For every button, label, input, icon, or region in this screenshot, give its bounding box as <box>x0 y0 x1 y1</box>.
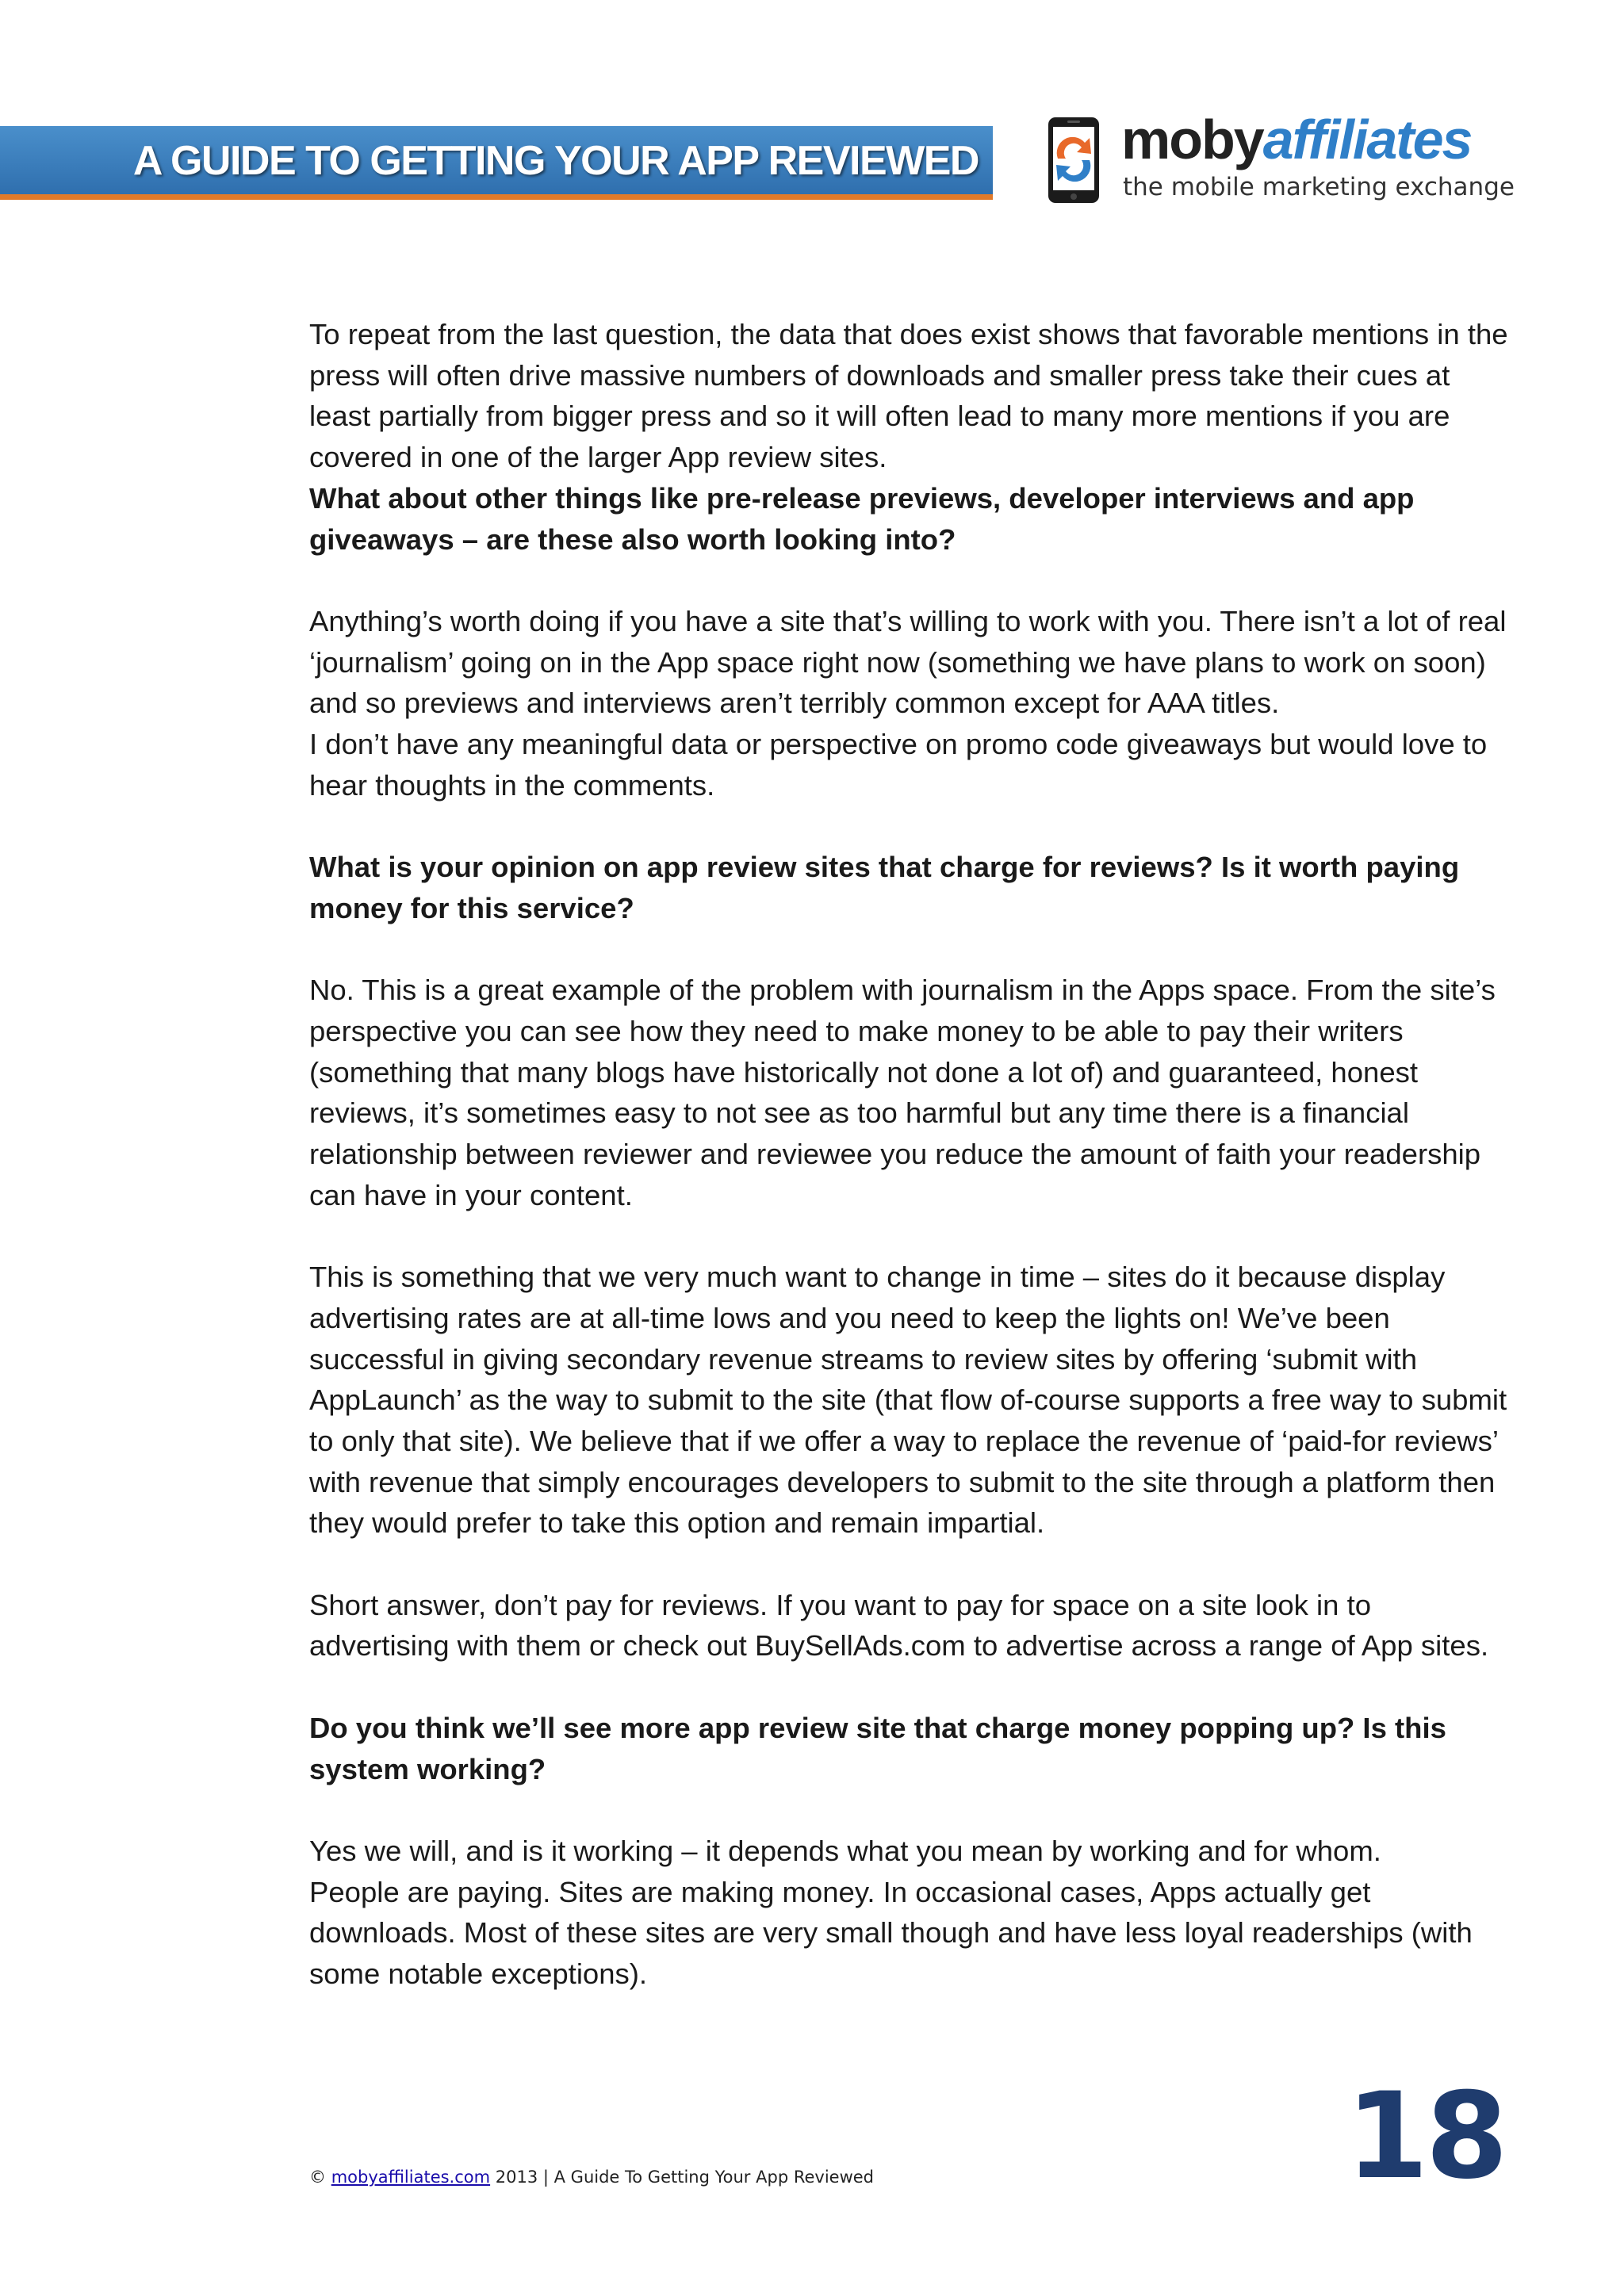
page-number: 18 <box>1346 2068 1505 2206</box>
paragraph: Anything’s worth doing if you have a site that’s willing to work with you. There isn’t a lot of real ‘journalism’ going on in the App space right now (something we have plans to work on soon) and so previews and interviews aren’t terribly common except for AAA titles. <box>309 604 1507 720</box>
page-body <box>309 314 1519 1995</box>
paragraph: I don’t have any meaningful data or perspective on promo code giveaways but would love to hear thoughts in the comments. <box>309 728 1488 802</box>
paragraph: Yes we will, and is it working – it depends what you mean by working and for whom. <box>309 1834 1381 1867</box>
question-heading: Do you think we’ll see more app review site that charge money popping up? Is this system working? <box>309 1711 1446 1785</box>
paragraph: No. This is a great example of the problem with journalism in the Apps space. From the site’s perspective you can see how they need to make money to be able to pay their writers (something that many blogs have historically not done a lot of) and guaranteed, honest reviews, it’s sometimes easy to not see as too harmful but any time there is a financial relationship between reviewer and reviewee you reduce the amount of faith your readership can have in your content. <box>309 974 1496 1211</box>
paragraph: To repeat from the last question, the data that does exist shows that favorable mentions in the press will often drive massive numbers of downloads and smaller press take their cues at least partially from bigger press and so it will often lead to many more mentions if you are covered in one of the larger App review sites. <box>309 318 1508 474</box>
question-heading: What about other things like pre-release previews, developer interviews and app giveaways – are these also worth looking into? <box>309 481 1415 556</box>
header-banner <box>0 126 993 200</box>
paragraph: Short answer, don’t pay for reviews. If you want to pay for space on a site look in to advertising with them or check out BuySellAds.com to advertise across a range of App sites. <box>309 1588 1489 1663</box>
logo-brand-affiliates: affiliates <box>1262 109 1472 170</box>
footer <box>309 2168 874 2187</box>
banner-title: A GUIDE TO GETTING YOUR APP REVIEWED <box>132 138 979 184</box>
footer-text: 2013 | A Guide To Getting Your App Reviewed <box>490 2168 874 2187</box>
paragraph: People are paying. Sites are making money. In occasional cases, Apps actually get downloads. Most of these sites are very small though and have less loyal readerships (with some notable exceptions). <box>309 1875 1473 1991</box>
phone-logo-icon <box>1045 116 1102 205</box>
footer-site-link[interactable]: mobyaffiliates.com <box>331 2168 491 2187</box>
logo-wordmark <box>1121 108 1471 171</box>
mobyaffiliates-logo <box>1045 111 1521 206</box>
logo-brand-moby: moby <box>1121 109 1263 170</box>
paragraph: This is something that we very much want to change in time – sites do it because display advertising rates are at all-time lows and you need to keep the lights on! We’ve been successful in giving secondary revenue streams to review sites by offering ‘submit with AppLaunch’ as the way to submit to the site (that flow of-course supports a free way to submit to only that site). We believe that if we offer a way to replace the revenue of ‘paid-for reviews’ with revenue that simply encourages developers to submit to the site through a platform then they would prefer to take this option and remain impartial. <box>309 1261 1507 1540</box>
copyright-symbol: © <box>309 2168 326 2187</box>
logo-tagline: the mobile marketing exchange <box>1123 173 1515 201</box>
question-heading: What is your opinion on app review sites that charge for reviews? Is it worth paying money for this service? <box>309 851 1460 924</box>
